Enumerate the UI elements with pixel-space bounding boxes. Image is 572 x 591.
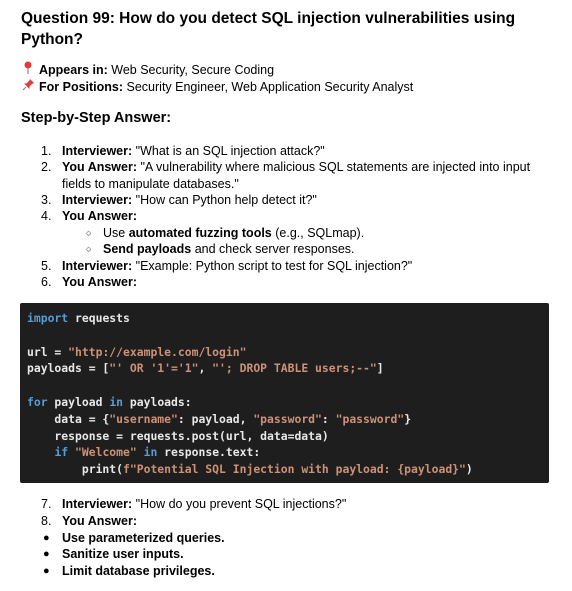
pushpin-icon bbox=[21, 78, 35, 95]
appears-in-line bbox=[21, 61, 274, 78]
positions-label: For Positions: bbox=[39, 80, 124, 94]
code-text: import requests url = "http://example.com/login" payloads = ["' OR '1'='1", "'; DROP TABLE users;--"] for payload in payloads: data = {"username": payload, "password": "password"} response = requests.post(url, data=data) if "Welcome" in response.text: print(f"Potential SQL Injection with payload: {payload}") bbox=[27, 311, 473, 477]
appears-in-value: Web Security, Secure Coding bbox=[111, 63, 275, 77]
round-pushpin-icon bbox=[21, 61, 35, 78]
question-title: Question 99: How do you detect SQL injection vulnerabilities using Python? bbox=[21, 10, 516, 48]
code-block bbox=[20, 303, 549, 483]
positions-line bbox=[21, 78, 413, 95]
answer-heading: Step-by-Step Answer: bbox=[21, 110, 172, 126]
appears-in-label: Appears in: bbox=[39, 63, 108, 77]
positions-value: Security Engineer, Web Application Security Analyst bbox=[126, 80, 414, 94]
